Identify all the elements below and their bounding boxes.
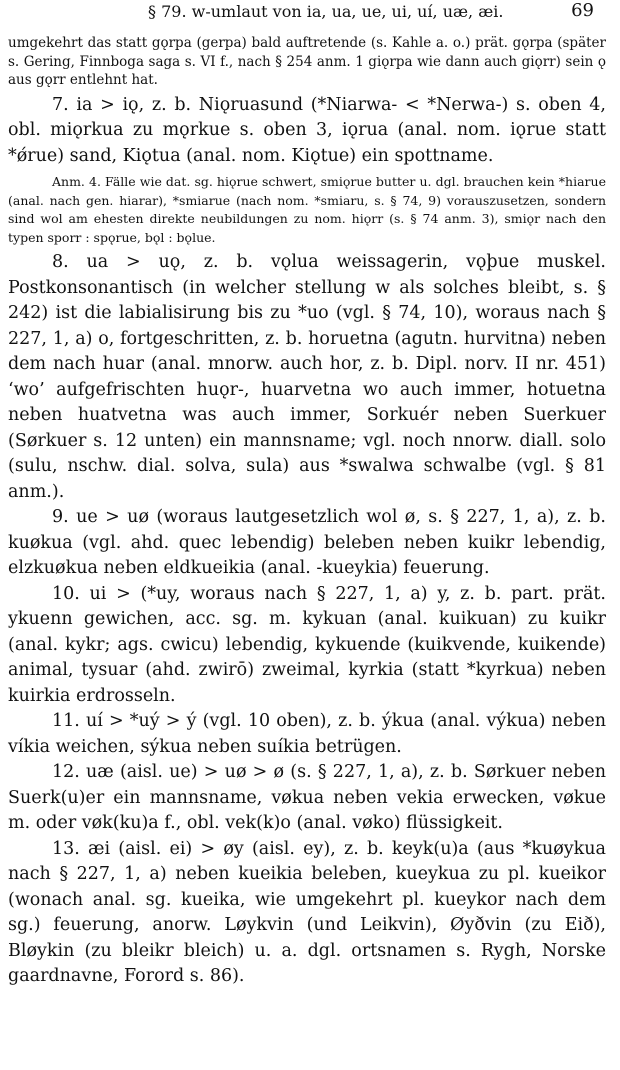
paragraph-12: 12. uæ (aisl. ue) > uø > ø (s. § 227, 1, a), z. b. Sørkuer neben Suerk(u)er ein mannsname, vøkua neben vekia erwecken, vøkue m. oder vøk(ku)a f., obl. vek(k)o (anal. vøko) flüssigkeit. [8,762,606,833]
paragraph-9: 9. ue > uø (woraus lautgesetzlich wol ø, s. § 227, 1, a), z. b. kuøkua (vgl. ahd. quec lebendig) beleben neben kuikr lebendig, elzkuøkua neben eldkueikia (anal. -kueykia) feuerung. [8,507,606,578]
paragraph-10: 10. ui > (*uy, woraus nach § 227, 1, a) y, z. b. part. prät. ykuenn gewichen, acc. sg. m. kykuan (anal. kuikuan) zu kuikr (anal. kykr; ags. cwicu) lebendig, kykuende (kuikvende, kuikende) animal, tysuar (ahd. zwirō) zweimal, kyrkia (statt *kyrkua) neben kuirkia erdrosseln. [8,583,606,706]
paragraph-8: 8. ua > uǫ, z. b. vǫlua weissagerin, vǫþue muskel. Postkonsonantisch (in welcher stellung w als solches bleibt, s. § 242) ist die labialisirung bis zu *uo (vgl. § 74, 10), woraus nach § 227, 1, a) o, fortgeschritten, z. b. horuetna (agutn. hurvitna) neben dem nach huar (anal. mnorw. auch hor, z. b. Dipl. norv. II nr. 451) ‘wo’ aufgefrischten huǫr-, huarvetna wo auch immer, hotuetna neben huatvetna was auch immer, Sorkuér neben Suerkuer (Sørkuer s. 12 unten) ein mannsname; vgl. noch nnorw. diall. solo (sulu, nschw. dial. solva, sula) aus *swalwa schwalbe (vgl. § 81 anm.). [8,252,606,502]
annotation-4: Anm. 4. Fälle wie dat. sg. hiǫrue schwert, smiǫrue butter u. dgl. brauchen kein *hiarue (anal. nach gen. hiarar), *smiarue (nach nom. *smiaru, s. § 74, 9) vorauszusetzen, sondern sind wol am ehesten direkte neubildungen zu nom. hiǫrr (s. § 74 anm. 3), smiǫr nach den typen sporr : spǫrue, bǫl : bǫlue. [8,174,606,245]
header-title: § 79. w-umlaut von ia, ua, ue, ui, uí, uæ, æi. [148,2,504,21]
paragraph-13: 13. æi (aisl. ei) > øy (aisl. ey), z. b. keyk(u)a (aus *kuøykua nach § 227, 1, a) neben kueikia beleben, kueykua zu pl. kueikor (wonach anal. sg. kueika, wie umgekehrt pl. kueykor nach dem sg.) feuerung, anorw. Løykvin (und Leikvin), Øyðvin (zu Eið), Bløykin (zu bleikr bleich) u. a. dgl. ortsnamen s. Rygh, Norske gaardnavne, Forord s. 86). [8,838,606,986]
running-header [8,0,606,34]
paragraph-7: 7. ia > iǫ, z. b. Niǫruasund (*Niarwa- < *Nerwa-) s. oben 4, obl. miǫrkua zu mǫrkue s. oben 3, iǫrua (anal. nom. iǫrue statt *ǿrue) sand, Kiǫtua (anal. nom. Kiǫtue) ein spottname. [8,94,606,166]
page-number: 69 [571,0,594,21]
paragraph-continued: umgekehrt das statt gǫrpa (gerpa) bald auftretende (s. Kahle a. o.) prät. gǫrpa (später s. Gering, Finnboga saga s. VI f., nach § 254 anm. 1 giǫrpa wie dann auch giǫrr) sein ǫ aus gǫrr entlehnt hat. [8,35,606,88]
paragraph-11: 11. uí > *uý > ý (vgl. 10 oben), z. b. ýkua (anal. výkua) neben víkia weichen, sýkua neben suíkia betrügen. [8,711,606,757]
